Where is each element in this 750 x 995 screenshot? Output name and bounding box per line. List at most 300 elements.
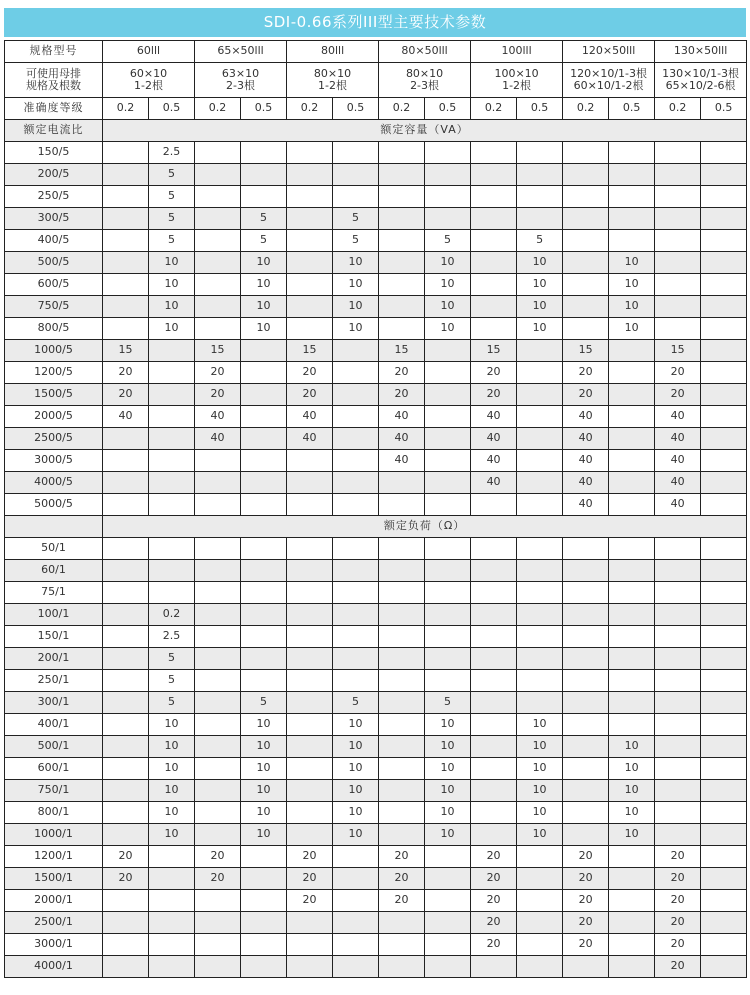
ratio-cell: 60/1 xyxy=(5,560,103,582)
value-cell: 5 xyxy=(517,230,563,252)
value-cell xyxy=(287,692,333,714)
value-cell xyxy=(471,626,517,648)
value-cell xyxy=(333,868,379,890)
value-cell xyxy=(425,538,471,560)
value-cell xyxy=(655,252,701,274)
value-cell xyxy=(517,912,563,934)
table-row xyxy=(5,604,747,626)
value-cell: 20 xyxy=(563,912,609,934)
accuracy-class: 0.5 xyxy=(517,98,563,120)
value-cell xyxy=(103,318,149,340)
value-cell xyxy=(241,340,287,362)
value-cell xyxy=(287,912,333,934)
value-cell xyxy=(195,142,241,164)
value-cell xyxy=(103,164,149,186)
value-cell xyxy=(103,692,149,714)
model-name: 60lll xyxy=(103,41,195,63)
value-cell: 10 xyxy=(149,274,195,296)
table-row xyxy=(5,670,747,692)
value-cell xyxy=(379,582,425,604)
value-cell: 40 xyxy=(655,450,701,472)
value-cell: 10 xyxy=(609,318,655,340)
value-cell: 15 xyxy=(103,340,149,362)
value-cell: 40 xyxy=(287,406,333,428)
value-cell: 10 xyxy=(609,274,655,296)
table-row xyxy=(5,890,747,912)
value-cell xyxy=(379,494,425,516)
value-cell xyxy=(379,538,425,560)
value-cell xyxy=(195,780,241,802)
value-cell xyxy=(701,582,747,604)
value-cell xyxy=(517,164,563,186)
value-cell: 10 xyxy=(425,714,471,736)
value-cell: 15 xyxy=(655,340,701,362)
value-cell xyxy=(563,208,609,230)
value-cell: 20 xyxy=(471,912,517,934)
value-cell xyxy=(609,934,655,956)
table-row xyxy=(5,714,747,736)
value-cell: 20 xyxy=(379,890,425,912)
value-cell: 20 xyxy=(655,912,701,934)
value-cell xyxy=(241,582,287,604)
value-cell xyxy=(333,560,379,582)
value-cell xyxy=(517,956,563,978)
value-cell xyxy=(701,230,747,252)
value-cell: 40 xyxy=(563,494,609,516)
value-cell: 20 xyxy=(103,362,149,384)
value-cell: 15 xyxy=(471,340,517,362)
value-cell xyxy=(701,890,747,912)
value-cell xyxy=(241,890,287,912)
value-cell: 10 xyxy=(149,824,195,846)
value-cell xyxy=(563,692,609,714)
ratio-cell: 2000/1 xyxy=(5,890,103,912)
value-cell xyxy=(471,142,517,164)
value-cell xyxy=(287,450,333,472)
value-cell xyxy=(471,714,517,736)
value-cell xyxy=(241,956,287,978)
value-cell: 20 xyxy=(287,890,333,912)
value-cell xyxy=(287,604,333,626)
value-cell: 20 xyxy=(563,846,609,868)
value-cell: 5 xyxy=(149,208,195,230)
value-cell xyxy=(287,670,333,692)
value-cell xyxy=(287,802,333,824)
value-cell xyxy=(195,582,241,604)
value-cell xyxy=(471,604,517,626)
value-cell: 10 xyxy=(241,318,287,340)
value-cell xyxy=(379,472,425,494)
value-cell xyxy=(287,648,333,670)
value-cell xyxy=(517,340,563,362)
value-cell xyxy=(563,714,609,736)
table-row xyxy=(5,648,747,670)
value-cell xyxy=(103,780,149,802)
value-cell: 10 xyxy=(517,736,563,758)
value-cell xyxy=(701,384,747,406)
value-cell: 20 xyxy=(471,868,517,890)
table-row xyxy=(5,164,747,186)
value-cell: 5 xyxy=(333,208,379,230)
value-cell xyxy=(379,208,425,230)
value-cell xyxy=(517,208,563,230)
value-cell xyxy=(379,142,425,164)
value-cell xyxy=(425,890,471,912)
value-cell xyxy=(425,582,471,604)
value-cell xyxy=(701,714,747,736)
busbar-spec: 130×10/1-3根 65×10/2-6根 xyxy=(655,63,747,98)
value-cell xyxy=(471,164,517,186)
value-cell xyxy=(517,428,563,450)
value-cell xyxy=(149,384,195,406)
value-cell xyxy=(517,472,563,494)
ratio-cell: 4000/1 xyxy=(5,956,103,978)
value-cell xyxy=(701,340,747,362)
value-cell xyxy=(287,758,333,780)
value-cell: 2.5 xyxy=(149,626,195,648)
value-cell xyxy=(701,252,747,274)
value-cell xyxy=(517,362,563,384)
ratio-cell: 1200/1 xyxy=(5,846,103,868)
value-cell xyxy=(379,296,425,318)
value-cell xyxy=(517,494,563,516)
ratio-cell: 600/1 xyxy=(5,758,103,780)
table-row xyxy=(5,230,747,252)
value-cell xyxy=(333,934,379,956)
table-row xyxy=(5,538,747,560)
value-cell: 40 xyxy=(471,428,517,450)
value-cell xyxy=(149,472,195,494)
value-cell: 5 xyxy=(241,692,287,714)
value-cell xyxy=(471,692,517,714)
value-cell xyxy=(471,670,517,692)
value-cell xyxy=(517,604,563,626)
value-cell xyxy=(195,956,241,978)
value-cell xyxy=(563,560,609,582)
value-cell: 10 xyxy=(333,758,379,780)
value-cell xyxy=(103,912,149,934)
value-cell: 10 xyxy=(609,758,655,780)
value-cell: 20 xyxy=(563,934,609,956)
ratio-cell: 400/1 xyxy=(5,714,103,736)
value-cell xyxy=(425,648,471,670)
value-cell xyxy=(103,802,149,824)
value-cell xyxy=(333,450,379,472)
value-cell: 20 xyxy=(195,362,241,384)
value-cell xyxy=(471,582,517,604)
value-cell xyxy=(241,868,287,890)
ratio-cell: 1000/1 xyxy=(5,824,103,846)
value-cell xyxy=(563,758,609,780)
value-cell: 40 xyxy=(103,406,149,428)
value-cell xyxy=(517,626,563,648)
value-cell: 40 xyxy=(379,428,425,450)
value-cell xyxy=(241,538,287,560)
value-cell xyxy=(195,934,241,956)
value-cell: 10 xyxy=(333,318,379,340)
accuracy-class: 0.2 xyxy=(655,98,701,120)
value-cell xyxy=(195,890,241,912)
value-cell xyxy=(241,604,287,626)
value-cell xyxy=(425,604,471,626)
value-cell xyxy=(379,186,425,208)
value-cell xyxy=(563,956,609,978)
value-cell xyxy=(701,560,747,582)
value-cell: 5 xyxy=(425,230,471,252)
value-cell: 40 xyxy=(655,406,701,428)
value-cell xyxy=(333,604,379,626)
value-cell xyxy=(103,208,149,230)
value-cell: 20 xyxy=(655,384,701,406)
value-cell xyxy=(379,670,425,692)
value-cell: 40 xyxy=(195,428,241,450)
model-name: 100lll xyxy=(471,41,563,63)
value-cell xyxy=(655,714,701,736)
value-cell xyxy=(609,846,655,868)
value-cell xyxy=(425,846,471,868)
value-cell xyxy=(563,824,609,846)
value-cell xyxy=(379,714,425,736)
value-cell xyxy=(609,714,655,736)
value-cell xyxy=(333,582,379,604)
value-cell xyxy=(655,692,701,714)
value-cell: 5 xyxy=(149,648,195,670)
value-cell xyxy=(563,648,609,670)
value-cell xyxy=(471,494,517,516)
value-cell xyxy=(287,626,333,648)
value-cell: 15 xyxy=(287,340,333,362)
table-row xyxy=(5,692,747,714)
value-cell xyxy=(655,274,701,296)
value-cell: 10 xyxy=(517,824,563,846)
value-cell xyxy=(609,912,655,934)
value-cell xyxy=(701,868,747,890)
value-cell: 10 xyxy=(517,252,563,274)
ratio-cell: 250/5 xyxy=(5,186,103,208)
ratio-cell: 200/1 xyxy=(5,648,103,670)
value-cell xyxy=(287,274,333,296)
value-cell xyxy=(425,626,471,648)
value-cell: 15 xyxy=(563,340,609,362)
value-cell xyxy=(149,956,195,978)
table-row xyxy=(5,472,747,494)
value-cell xyxy=(425,164,471,186)
value-cell: 5 xyxy=(149,692,195,714)
value-cell xyxy=(517,692,563,714)
value-cell xyxy=(425,670,471,692)
value-cell: 10 xyxy=(609,736,655,758)
value-cell xyxy=(149,406,195,428)
value-cell xyxy=(287,956,333,978)
value-cell: 20 xyxy=(655,362,701,384)
value-cell xyxy=(425,868,471,890)
value-cell: 5 xyxy=(149,230,195,252)
value-cell: 10 xyxy=(425,780,471,802)
value-cell xyxy=(655,780,701,802)
value-cell xyxy=(563,164,609,186)
value-cell xyxy=(241,384,287,406)
load-section-label: 额定负荷（Ω） xyxy=(103,516,747,538)
value-cell xyxy=(103,626,149,648)
value-cell xyxy=(287,538,333,560)
value-cell: 40 xyxy=(563,428,609,450)
model-name: 65×50lll xyxy=(195,41,287,63)
ratio-label: 额定电流比 xyxy=(5,120,103,142)
value-cell xyxy=(333,362,379,384)
value-cell xyxy=(103,186,149,208)
value-cell: 10 xyxy=(333,252,379,274)
ratio-cell: 1500/1 xyxy=(5,868,103,890)
value-cell xyxy=(103,494,149,516)
value-cell xyxy=(195,758,241,780)
spec-sheet xyxy=(4,8,746,978)
value-cell xyxy=(609,626,655,648)
accuracy-class: 0.5 xyxy=(149,98,195,120)
value-cell: 10 xyxy=(241,296,287,318)
value-cell xyxy=(103,890,149,912)
value-cell xyxy=(379,824,425,846)
ratio-cell: 300/1 xyxy=(5,692,103,714)
value-cell xyxy=(655,626,701,648)
value-cell xyxy=(333,406,379,428)
value-cell: 10 xyxy=(425,318,471,340)
value-cell xyxy=(425,494,471,516)
value-cell: 10 xyxy=(241,758,287,780)
value-cell: 10 xyxy=(149,318,195,340)
value-cell xyxy=(563,186,609,208)
value-cell xyxy=(149,362,195,384)
table-row xyxy=(5,824,747,846)
value-cell xyxy=(655,648,701,670)
value-cell xyxy=(195,186,241,208)
value-cell xyxy=(517,582,563,604)
value-cell: 2.5 xyxy=(149,142,195,164)
busbar-spec: 80×10 1-2根 xyxy=(287,63,379,98)
ratio-cell: 2500/5 xyxy=(5,428,103,450)
value-cell: 10 xyxy=(149,714,195,736)
value-cell xyxy=(701,648,747,670)
value-cell xyxy=(471,186,517,208)
value-cell xyxy=(701,274,747,296)
table-row xyxy=(5,384,747,406)
value-cell xyxy=(379,692,425,714)
value-cell xyxy=(471,956,517,978)
ratio-cell: 200/5 xyxy=(5,164,103,186)
value-cell xyxy=(379,912,425,934)
value-cell: 10 xyxy=(241,274,287,296)
value-cell xyxy=(701,406,747,428)
value-cell: 10 xyxy=(425,736,471,758)
value-cell: 10 xyxy=(241,780,287,802)
value-cell xyxy=(333,890,379,912)
value-cell xyxy=(103,428,149,450)
value-cell: 20 xyxy=(379,384,425,406)
value-cell xyxy=(103,472,149,494)
value-cell xyxy=(379,780,425,802)
value-cell: 20 xyxy=(379,362,425,384)
value-cell xyxy=(379,802,425,824)
value-cell: 10 xyxy=(333,296,379,318)
value-cell xyxy=(655,296,701,318)
value-cell xyxy=(103,582,149,604)
accuracy-class: 0.2 xyxy=(195,98,241,120)
value-cell xyxy=(241,362,287,384)
value-cell xyxy=(655,560,701,582)
value-cell xyxy=(425,208,471,230)
value-cell xyxy=(471,758,517,780)
value-cell xyxy=(333,956,379,978)
value-cell xyxy=(149,340,195,362)
value-cell: 10 xyxy=(333,736,379,758)
value-cell: 10 xyxy=(425,758,471,780)
value-cell: 10 xyxy=(517,780,563,802)
busbar-spec: 80×10 2-3根 xyxy=(379,63,471,98)
value-cell: 10 xyxy=(333,802,379,824)
value-cell: 20 xyxy=(563,384,609,406)
value-cell xyxy=(471,736,517,758)
ratio-cell: 800/1 xyxy=(5,802,103,824)
value-cell xyxy=(195,560,241,582)
value-cell xyxy=(701,604,747,626)
value-cell: 0.2 xyxy=(149,604,195,626)
value-cell: 10 xyxy=(241,736,287,758)
value-cell xyxy=(103,758,149,780)
value-cell xyxy=(701,208,747,230)
value-cell xyxy=(655,758,701,780)
value-cell xyxy=(195,252,241,274)
value-cell xyxy=(655,582,701,604)
value-cell xyxy=(149,428,195,450)
ratio-cell: 5000/5 xyxy=(5,494,103,516)
accuracy-class: 0.5 xyxy=(609,98,655,120)
table-row xyxy=(5,186,747,208)
value-cell xyxy=(379,252,425,274)
value-cell xyxy=(333,912,379,934)
value-cell xyxy=(425,428,471,450)
value-cell: 10 xyxy=(333,714,379,736)
value-cell xyxy=(149,560,195,582)
value-cell xyxy=(103,230,149,252)
value-cell: 10 xyxy=(149,758,195,780)
value-cell xyxy=(517,538,563,560)
value-cell: 5 xyxy=(425,692,471,714)
value-cell: 20 xyxy=(655,868,701,890)
value-cell: 20 xyxy=(103,868,149,890)
value-cell xyxy=(517,560,563,582)
value-cell xyxy=(149,890,195,912)
value-cell: 20 xyxy=(287,362,333,384)
value-cell xyxy=(287,164,333,186)
table-row xyxy=(5,274,747,296)
value-cell xyxy=(103,648,149,670)
spec-table-body xyxy=(5,41,747,978)
value-cell: 10 xyxy=(333,780,379,802)
value-cell xyxy=(425,450,471,472)
table-row xyxy=(5,560,747,582)
value-cell xyxy=(195,736,241,758)
ratio-cell: 150/1 xyxy=(5,626,103,648)
value-cell xyxy=(471,252,517,274)
value-cell: 20 xyxy=(379,846,425,868)
value-cell: 10 xyxy=(149,252,195,274)
accuracy-class: 0.5 xyxy=(241,98,287,120)
value-cell xyxy=(103,736,149,758)
table-row xyxy=(5,868,747,890)
value-cell xyxy=(241,626,287,648)
value-cell xyxy=(517,934,563,956)
accuracy-label: 准确度等级 xyxy=(5,98,103,120)
value-cell: 20 xyxy=(471,890,517,912)
